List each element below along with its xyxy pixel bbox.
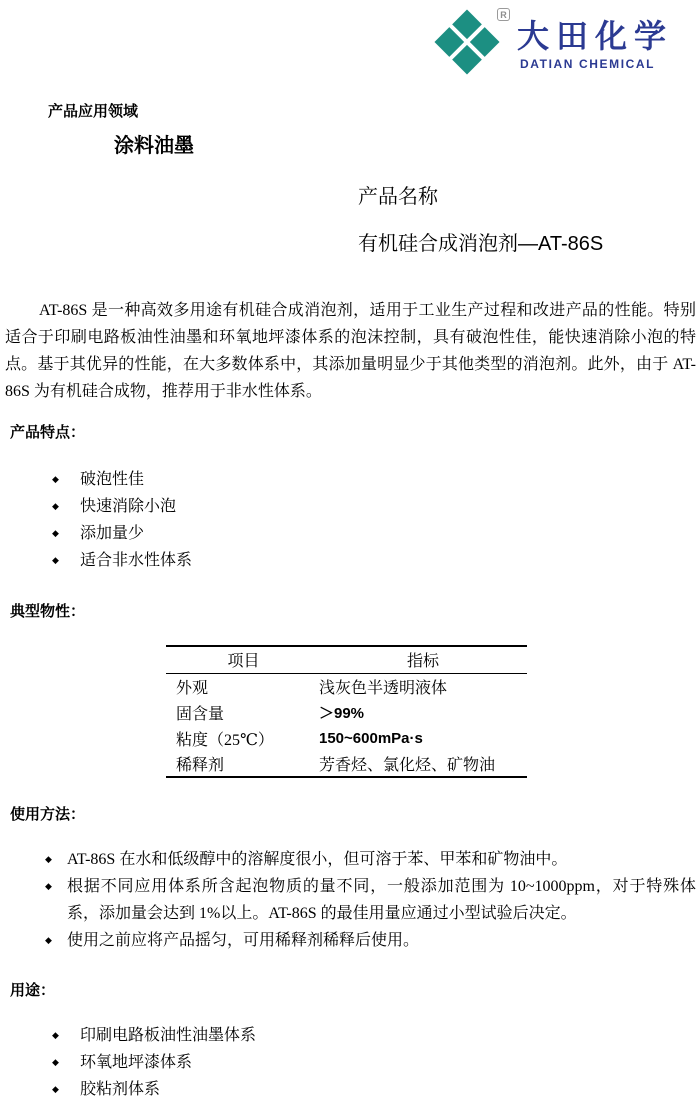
property-item-cell: 稀释剂 [176,757,225,774]
bullet-diamond-icon: ◆ [45,935,52,945]
table-header-spec: 指标 [311,646,527,673]
application-field-value: 涂料油墨 [114,135,194,157]
list-item [52,520,700,547]
application-field-label: 产品应用领域 [48,103,139,120]
list-item-text: 使用之前应将产品摇匀，可用稀释剂稀释后使用。 [67,932,420,949]
features-list [0,466,700,574]
bullet-diamond-icon: ◆ [52,528,59,538]
list-item-text: 添加量少 [80,525,145,542]
table-header-item: 项目 [166,646,311,673]
property-row [166,699,527,725]
features-heading: 产品特点： [10,425,86,441]
list-item [52,1076,700,1103]
list-item [45,927,696,954]
list-item [45,873,696,927]
usage-list [0,846,700,954]
diamond-grid-icon [434,9,499,74]
uses-list [0,1022,700,1103]
list-item [52,1049,700,1076]
bullet-diamond-icon: ◆ [52,501,59,511]
typical-properties-table [166,645,527,778]
property-value-cell: 150~600mPa·s [319,729,423,747]
company-logo [432,6,673,78]
company-name-english: DATIAN CHEMICAL [520,56,656,71]
list-item [52,493,700,520]
company-name-chinese: 大田化学 [517,18,674,54]
property-value-cell: 浅灰色半透明液体 [319,679,448,697]
list-item [52,466,700,493]
list-item-text: 快速消除小泡 [80,498,177,515]
list-item [45,846,696,873]
list-item [52,1022,700,1049]
list-item-text: 适合非水性体系 [80,552,193,569]
list-item-text: 根据不同应用体系所含起泡物质的量不同，一般添加范围为 10~1000ppm，对于特殊体系，添加量会达到 1%以上。AT-86S 的最佳用量应通过小型试验后决定。 [67,878,696,922]
bullet-diamond-icon: ◆ [52,474,59,484]
bullet-diamond-icon: ◆ [45,881,52,891]
product-name-label: 产品名称 [358,186,438,208]
bullet-diamond-icon: ◆ [45,854,52,864]
property-value-cell: ＞99% [319,704,365,722]
bullet-diamond-icon: ◆ [52,555,59,565]
property-item-cell: 外观 [176,679,209,697]
property-item-cell: 粘度（25℃） [176,731,274,749]
uses-heading: 用途： [10,983,56,999]
typical-properties-heading: 典型物性： [10,604,86,620]
table-header-row [166,646,527,673]
list-item-text: 破泡性佳 [80,471,145,488]
property-row [166,673,527,699]
property-item-cell: 固含量 [176,705,225,723]
product-name-value: 有机硅合成消泡剂—AT-86S [358,233,604,255]
list-item-text: AT-86S 在水和低级醇中的溶解度很小，但可溶于苯、甲苯和矿物油中。 [67,851,568,868]
bullet-diamond-icon: ◆ [52,1030,59,1040]
property-value-cell: 芳香烃、氯化烃、矿物油 [319,757,496,774]
table-header [166,646,527,673]
logo-diamond-icon [432,6,507,78]
list-item-text: 胶粘剂体系 [80,1081,161,1098]
list-item-text: 印刷电路板油性油墨体系 [80,1027,257,1044]
usage-heading: 使用方法： [10,807,86,823]
bullet-diamond-icon: ◆ [52,1057,59,1067]
registered-trademark-icon: R [497,8,510,21]
property-row [166,725,527,751]
bullet-diamond-icon: ◆ [52,1084,59,1094]
list-item-text: 环氧地坪漆体系 [80,1054,193,1071]
logo-text [517,18,673,71]
intro-paragraph: AT-86S 是一种高效多用途有机硅合成消泡剂，适用于工业生产过程和改进产品的性能。特别适合于印刷电路板油性油墨和环氧地坪漆体系的泡沫控制，具有破泡性佳，能快速消除小泡的特点。基于其优异的性能，在大多数体系中，其添加量明显少于其他类型的消泡剂。此外，由于 AT-86S 为有机硅合成物，推荐用于非水性体系。 [5,302,696,400]
list-item [52,547,700,574]
property-row [166,751,527,777]
table-body [166,673,527,777]
